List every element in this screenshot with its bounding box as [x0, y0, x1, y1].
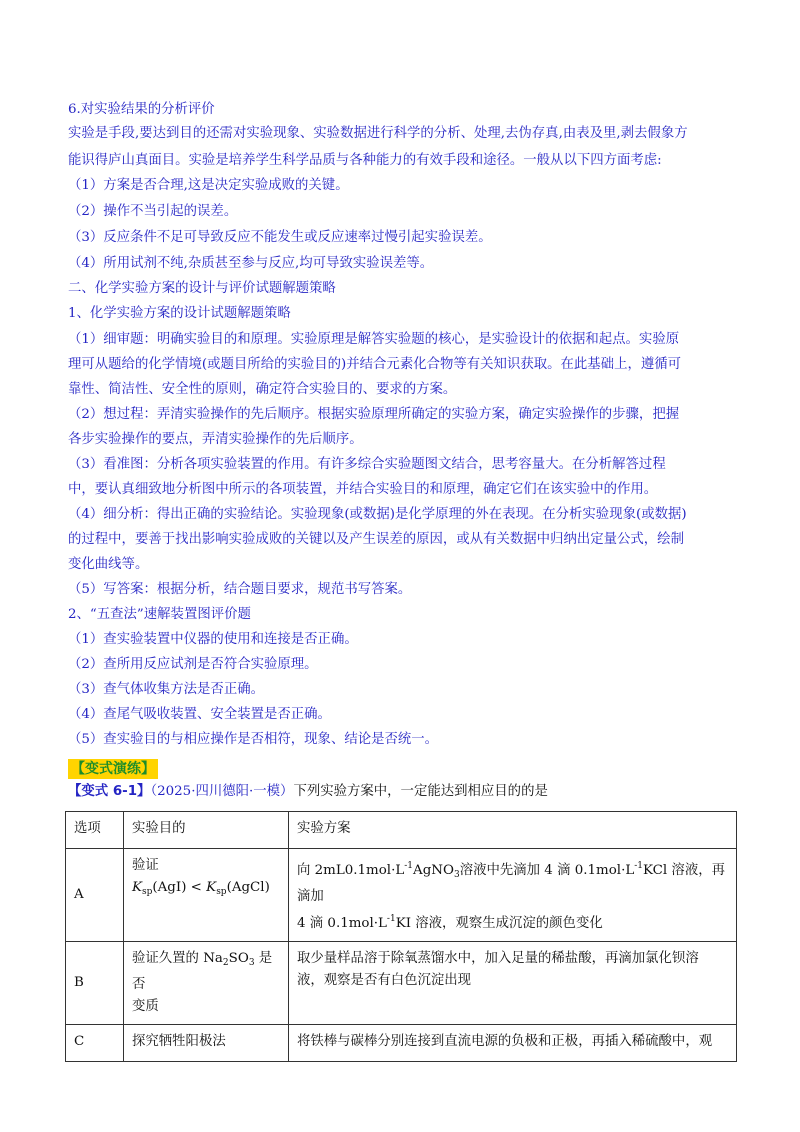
options-table — [65, 811, 737, 1062]
section6-point-2: （2）操作不当引起的误差。 — [68, 204, 238, 219]
row-a-plan-line1: 向 $2mL0.1mol\cdot L^{-1}AgNO_3$溶液中先滴加 4 滴 $0.1mol\cdot L^{-1}KCl$ 溶液，再滴加 — [297, 861, 725, 904]
header-plan: 实验方案 — [289, 812, 737, 849]
row-a-plan-line2: 4 滴 $0.1mol\cdot L^{-1}KI$ 溶液，观察生成沉淀的颜色变化 — [297, 914, 603, 931]
practice-badge: 【变式演练】 — [68, 759, 158, 779]
part2-sub1-line: 各步实验操作的要点，弄清实验操作的先后顺序。 — [68, 432, 363, 447]
part2-sub1-line: （4）细分析：得出正确的实验结论。实验现象(或数据)是化学原理的外在表现。在分析实验现象(或数据) — [68, 507, 687, 522]
row-b-plan-line2: 液，观察是否有白色沉淀出现 — [297, 973, 472, 988]
practice-tag: 【变式 6-1】 — [68, 784, 151, 799]
part2-sub2-line: （4）查尾气吸收装置、安全装置是否正确。 — [68, 707, 331, 722]
part2-sub1-line: （5）写答案：根据分析，结合题目要求，规范书写答案。 — [68, 582, 412, 597]
row-c-purpose: 探究牺牲阳极法 — [124, 1025, 289, 1062]
row-a-plan — [289, 849, 737, 942]
part2-sub1-line: 中，要认真细致地分析图中所示的各项装置，并结合实验目的和原理，确定它们在该实验中的作用。 — [68, 482, 658, 497]
part2-sub2-line: （2）查所用反应试剂是否符合实验原理。 — [68, 657, 318, 672]
header-purpose: 实验目的 — [124, 812, 289, 849]
part2-sub2-line: （1）查实验装置中仪器的使用和连接是否正确。 — [68, 632, 358, 647]
part2-sub1-line: 理可从题给的化学情境(或题目所给的实验目的)并结合元素化合物等有关知识获取。在此基础上，遵循可 — [68, 357, 682, 372]
section6-intro-line1: 实验是手段,要达到目的还需对实验现象、实验数据进行科学的分析、处理,去伪存真,由表及里,剥去假象方 — [68, 126, 688, 141]
practice-source: （2025·四川德阳·一模） — [150, 784, 294, 799]
row-b-purpose-line1: 验证久置的 $Na_2SO_3$ 是否 — [132, 951, 273, 992]
section6-point-3: （3）反应条件不足可导致反应不能发生或反应速率过慢引起实验误差。 — [68, 230, 492, 245]
row-c-option: C — [66, 1025, 124, 1062]
table-row — [66, 1025, 737, 1062]
section6-intro-line2: 能识得庐山真面目。实验是培养学生科学品质与各种能力的有效手段和途径。一般从以下四方面考虑: — [68, 153, 662, 168]
part2-sub1-line: （3）看准图：分析各项实验装置的作用。有许多综合实验题图文结合，思考容量大。在分析解答过程 — [68, 457, 666, 472]
part2-sub1-title: 1、化学实验方案的设计试题解题策略 — [68, 306, 291, 321]
row-b-option: B — [66, 942, 124, 1025]
header-option: 选项 — [66, 812, 124, 849]
ksp-comparison: $K_{sp}(AgI)$ < $K_{sp}(AgCl)$ — [132, 880, 270, 897]
row-c-plan: 将铁棒与碳棒分别连接到直流电源的负极和正极，再插入稀硫酸中，观 — [289, 1025, 737, 1062]
row-a-purpose-line1: 验证 — [132, 858, 159, 873]
table-row — [66, 849, 737, 942]
part2-sub1-line: 靠性、简洁性、安全性的原则，确定符合实验目的、要求的方案。 — [68, 382, 457, 397]
row-b-plan-line1: 取少量样品溶于除氧蒸馏水中，加入足量的稀盐酸，再滴加氯化钡溶 — [297, 951, 699, 966]
table-header-row — [66, 812, 737, 849]
part2-sub1-line: 变化曲线等。 — [68, 557, 149, 572]
part2-sub2-line: （5）查实验目的与相应操作是否相符，现象、结论是否统一。 — [68, 732, 439, 747]
part2-sub1-line: （2）想过程：弄清实验操作的先后顺序。根据实验原理所确定的实验方案，确定实验操作的步骤，把握 — [68, 407, 680, 422]
practice-question-line — [68, 782, 548, 802]
section6-title: 6.对实验结果的分析评价 — [68, 102, 215, 117]
part2-title: 二、化学实验方案的设计与评价试题解题策略 — [68, 281, 336, 296]
row-b-plan — [289, 942, 737, 1025]
part2-sub1-line: 的过程中，要善于找出影响实验成败的关键以及产生误差的原因，或从有关数据中归纳出定量公式，绘制 — [68, 532, 684, 547]
part2-sub2-title: 2、“五查法”速解装置图评价题 — [68, 607, 251, 622]
row-b-purpose-line2: 变质 — [132, 999, 159, 1014]
row-b-purpose — [124, 942, 289, 1025]
section6-point-1: （1）方案是否合理,这是决定实验成败的关键。 — [68, 178, 349, 193]
row-a-option: A — [66, 849, 124, 942]
part2-sub1-line: （1）细审题：明确实验目的和原理。实验原理是解答实验题的核心，是实验设计的依据和起点。实验原 — [68, 332, 680, 347]
table-row — [66, 942, 737, 1025]
practice-question: 下列实验方案中，一定能达到相应目的的是 — [293, 784, 548, 799]
section6-point-4: （4）所用试剂不纯,杂质甚至参与反应,均可导致实验误差等。 — [68, 256, 434, 271]
part2-sub2-line: （3）查气体收集方法是否正确。 — [68, 682, 264, 697]
row-a-purpose — [124, 849, 289, 942]
